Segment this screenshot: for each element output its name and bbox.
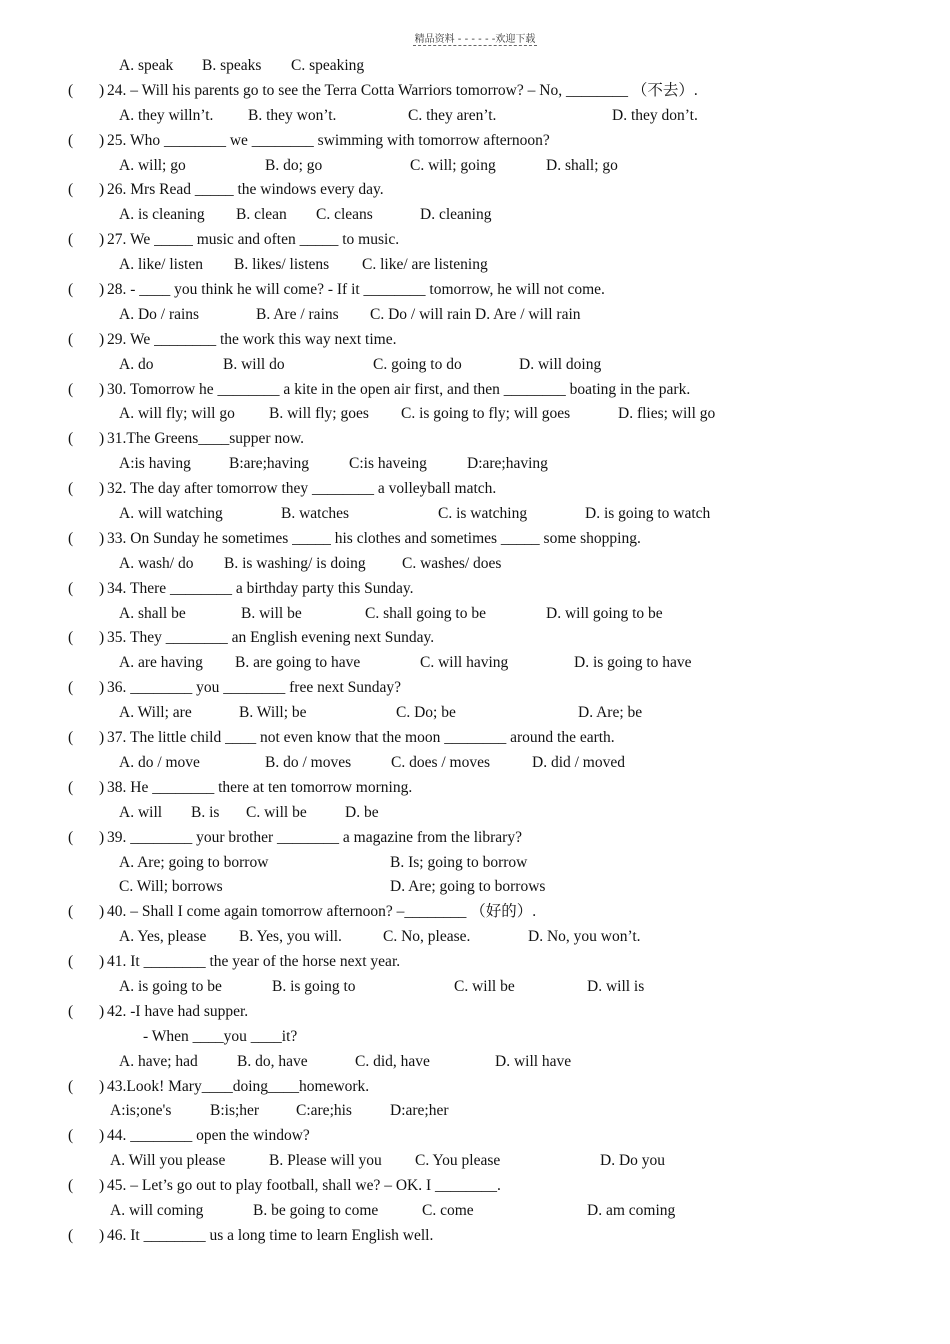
options-line	[0, 452, 950, 477]
question-text: 44. ________ open the window?	[107, 1127, 310, 1145]
answer-option: C. Do; be	[396, 704, 456, 722]
answer-option: C. is going to fly; will goes	[401, 405, 571, 423]
answer-blank-open[interactable]: (	[68, 231, 74, 249]
question-text: 26. Mrs Read _____ the windows every day.	[107, 181, 384, 199]
answer-option: B. Will; be	[239, 704, 307, 722]
answer-option: A. like/ listen	[119, 256, 203, 274]
answer-option: B. are going to have	[235, 654, 361, 672]
options-line	[0, 801, 950, 826]
question-text: 37. The little child ____ not even know that the moon ________ around the earth.	[107, 729, 615, 747]
answer-option: - When ____you ____it?	[143, 1027, 298, 1045]
answer-option: A. will	[119, 803, 163, 821]
question-text: 28. - ____ you think he will come? - If it ________ tomorrow, he will not come.	[107, 281, 605, 299]
answer-blank-close: )	[99, 529, 105, 547]
options-line	[0, 975, 950, 1000]
options-line	[0, 651, 950, 676]
answer-blank-open[interactable]: (	[68, 1226, 74, 1244]
options-line	[0, 875, 950, 900]
question-line	[0, 826, 950, 851]
answer-blank-open[interactable]: (	[68, 131, 74, 149]
answer-option: C. Will; borrows	[119, 878, 223, 896]
answer-option: C. like/ are listening	[362, 256, 488, 274]
answer-option: B. Are / rains	[256, 305, 339, 323]
answer-option: C. they aren’t.	[408, 106, 497, 124]
answer-blank-open[interactable]: (	[68, 529, 74, 547]
answer-blank-close: )	[99, 828, 105, 846]
answer-option: B. do; go	[265, 156, 323, 174]
answer-option: A. Will; are	[119, 704, 192, 722]
answer-option: C. will be	[454, 977, 515, 995]
answer-option: B. speaks	[202, 57, 262, 74]
answer-option: A. wash/ do	[119, 554, 194, 572]
answer-option: D. shall; go	[546, 156, 618, 174]
answer-option: B. do / moves	[265, 753, 352, 771]
answer-blank-open[interactable]: (	[68, 953, 74, 971]
answer-option: A. are having	[119, 654, 203, 672]
answer-blank-open[interactable]: (	[68, 380, 74, 398]
question-line	[0, 900, 950, 925]
question-line	[0, 427, 950, 452]
answer-option: A. Will you please	[110, 1152, 226, 1170]
question-text: 36. ________ you ________ free next Sunday?	[107, 679, 402, 697]
answer-blank-open[interactable]: (	[68, 679, 74, 697]
answer-blank-close: )	[99, 131, 105, 149]
answer-option: B. is going to	[272, 977, 356, 995]
question-text: 33. On Sunday he sometimes _____ his clothes and sometimes _____ some shopping.	[107, 529, 641, 547]
options-line	[0, 1199, 950, 1224]
answer-option: C. will; going	[410, 156, 496, 174]
answer-option: B:is;her	[210, 1102, 260, 1120]
answer-blank-open[interactable]: (	[68, 778, 74, 796]
options-line	[0, 353, 950, 378]
answer-option: D. is going to watch	[585, 505, 711, 523]
answer-option: D:are;having	[467, 455, 548, 473]
options-line	[0, 1025, 950, 1050]
question-line	[0, 228, 950, 253]
answer-blank-open[interactable]: (	[68, 330, 74, 348]
question-text: 24. – Will his parents go to see the Terra Cotta Warriors tomorrow? – No, ________ （不去）.	[107, 81, 698, 99]
answer-blank-open[interactable]: (	[68, 903, 74, 921]
answer-option: B. be going to come	[253, 1201, 379, 1219]
question-line	[0, 477, 950, 502]
answer-option: A. have; had	[119, 1052, 198, 1070]
question-line	[0, 1124, 950, 1149]
answer-blank-close: )	[99, 231, 105, 249]
answer-option: C:is haveing	[349, 455, 427, 473]
options-line	[0, 1050, 950, 1075]
answer-option: C. will having	[420, 654, 509, 672]
answer-option: B. Is; going to borrow	[390, 853, 528, 871]
question-line	[0, 527, 950, 552]
answer-option: B. they won’t.	[248, 106, 337, 124]
answer-option: A:is;one's	[110, 1102, 172, 1120]
question-text: 46. It ________ us a long time to learn English well.	[107, 1226, 434, 1244]
question-line	[0, 950, 950, 975]
answer-option: B. will do	[223, 355, 285, 373]
question-text: 40. – Shall I come again tomorrow afternoon? –________ （好的）.	[107, 903, 537, 921]
answer-option: C:are;his	[296, 1102, 352, 1120]
answer-option: C. did, have	[355, 1052, 430, 1070]
answer-blank-close: )	[99, 281, 105, 299]
answer-option: C. is watching	[438, 505, 528, 523]
answer-option: D. Do you	[600, 1152, 666, 1170]
answer-option: A. do	[119, 355, 154, 373]
answer-blank-close: )	[99, 1177, 105, 1195]
options-line	[0, 701, 950, 726]
answer-option: B. is washing/ is doing	[224, 554, 366, 572]
question-line	[0, 1224, 950, 1249]
answer-option: B. likes/ listens	[234, 256, 330, 274]
answer-option: B. will be	[241, 604, 302, 622]
answer-blank-close: )	[99, 729, 105, 747]
answer-blank-open[interactable]: (	[68, 1177, 74, 1195]
answer-blank-open[interactable]: (	[68, 1077, 74, 1095]
options-line	[0, 54, 950, 79]
options-line	[0, 552, 950, 577]
answer-option: D. will is	[587, 977, 645, 995]
answer-option: B. Yes, you will.	[239, 928, 342, 946]
answer-option: A. Are; going to borrow	[119, 853, 269, 871]
question-text: 29. We ________ the work this way next time.	[107, 330, 397, 348]
answer-blank-close: )	[99, 1002, 105, 1020]
question-text: 32. The day after tomorrow they ________ a volleyball match.	[107, 480, 497, 498]
question-line	[0, 79, 950, 104]
question-line	[0, 129, 950, 154]
answer-option: A. Yes, please	[119, 928, 207, 946]
options-line	[0, 1099, 950, 1124]
answer-option: D:are;her	[390, 1102, 449, 1120]
answer-blank-open[interactable]: (	[68, 729, 74, 747]
question-text: 27. We _____ music and often _____ to music.	[107, 231, 400, 249]
answer-blank-close: )	[99, 579, 105, 597]
question-line	[0, 626, 950, 651]
options-line	[0, 602, 950, 627]
question-text: 39. ________ your brother ________ a magazine from the library?	[107, 828, 522, 846]
options-line	[0, 502, 950, 527]
options-line	[0, 1149, 950, 1174]
answer-option: D. cleaning	[420, 206, 492, 224]
answer-option: D. flies; will go	[618, 405, 716, 423]
answer-option: D. did / moved	[532, 753, 625, 771]
answer-blank-close: )	[99, 903, 105, 921]
answer-option: D. will going to be	[546, 604, 663, 622]
answer-option: A. they willn’t.	[119, 106, 214, 124]
answer-option: A. shall be	[119, 604, 186, 622]
header-text: 精品资料 - - - - - -欢迎下载	[413, 30, 538, 46]
answer-option: C. come	[422, 1201, 474, 1219]
answer-blank-close: )	[99, 430, 105, 448]
answer-blank-close: )	[99, 480, 105, 498]
answer-blank-close: )	[99, 1077, 105, 1095]
options-line	[0, 253, 950, 278]
answer-blank-open[interactable]: (	[68, 828, 74, 846]
answer-option: D. am coming	[587, 1201, 676, 1219]
answer-blank-open[interactable]: (	[68, 1002, 74, 1020]
answer-blank-open[interactable]: (	[68, 81, 74, 99]
question-line	[0, 378, 950, 403]
answer-option: B. do, have	[237, 1052, 308, 1070]
options-line	[0, 104, 950, 129]
answer-blank-close: )	[99, 1127, 105, 1145]
answer-blank-open[interactable]: (	[68, 430, 74, 448]
answer-option: B. Please will you	[269, 1152, 382, 1170]
question-line	[0, 776, 950, 801]
question-text: 41. It ________ the year of the horse next year.	[107, 953, 401, 971]
answer-option: B. watches	[281, 505, 350, 523]
answer-option: C. will be	[246, 803, 307, 821]
answer-option: B:are;having	[229, 455, 310, 473]
question-text: 31.The Greens____supper now.	[107, 430, 305, 448]
answer-option: D. Are; going to borrows	[390, 878, 546, 896]
answer-option: A. Do / rains	[119, 305, 200, 323]
answer-option: B. will fly; goes	[269, 405, 369, 423]
options-line	[0, 851, 950, 876]
answer-option: D. is going to have	[574, 654, 692, 672]
answer-option: A. will watching	[119, 505, 223, 523]
question-text: 43.Look! Mary____doing____homework.	[107, 1077, 370, 1095]
answer-blank-close: )	[99, 1226, 105, 1244]
options-line	[0, 402, 950, 427]
answer-option: B. is	[191, 803, 220, 821]
answer-blank-open[interactable]: (	[68, 281, 74, 299]
answer-option: A. do / move	[119, 753, 200, 771]
question-line	[0, 577, 950, 602]
question-text: 38. He ________ there at ten tomorrow morning.	[107, 778, 413, 796]
question-text: 42. -I have had supper.	[107, 1002, 249, 1020]
answer-option: A. will; go	[119, 156, 186, 174]
answer-blank-close: )	[99, 330, 105, 348]
answer-option: C. shall going to be	[365, 604, 486, 622]
exercise-sheet	[0, 54, 950, 1249]
question-line	[0, 178, 950, 203]
answer-option: D. they don’t.	[612, 106, 698, 124]
answer-option: C. You please	[415, 1152, 501, 1170]
answer-option: A. will coming	[110, 1201, 204, 1219]
answer-option: C. going to do	[373, 355, 462, 373]
options-line	[0, 154, 950, 179]
answer-option: D. be	[345, 803, 379, 821]
question-line	[0, 278, 950, 303]
answer-blank-open[interactable]: (	[68, 1127, 74, 1145]
answer-blank-close: )	[99, 629, 105, 647]
answer-option: D. Are; be	[578, 704, 643, 722]
answer-blank-close: )	[99, 181, 105, 199]
answer-option: C. washes/ does	[402, 554, 502, 572]
answer-blank-close: )	[99, 81, 105, 99]
answer-option: A. is going to be	[119, 977, 222, 995]
options-line	[0, 925, 950, 950]
answer-blank-close: )	[99, 679, 105, 697]
answer-option: D. No, you won’t.	[528, 928, 641, 946]
question-text: 25. Who ________ we ________ swimming with tomorrow afternoon?	[107, 131, 550, 149]
options-line	[0, 203, 950, 228]
question-text: 34. There ________ a birthday party this Sunday.	[107, 579, 414, 597]
answer-option: C. does / moves	[391, 753, 491, 771]
question-text: 35. They ________ an English evening next Sunday.	[107, 629, 435, 647]
answer-option: C. No, please.	[383, 928, 471, 946]
answer-blank-close: )	[99, 953, 105, 971]
page-header	[0, 30, 950, 46]
answer-blank-open[interactable]: (	[68, 480, 74, 498]
answer-option: A. will fly; will go	[119, 405, 235, 423]
answer-option: A:is having	[119, 455, 191, 473]
answer-blank-open[interactable]: (	[68, 629, 74, 647]
question-line	[0, 1000, 950, 1025]
answer-blank-close: )	[99, 380, 105, 398]
answer-option: A. speak	[119, 57, 174, 74]
question-line	[0, 726, 950, 751]
question-line	[0, 328, 950, 353]
question-line	[0, 1174, 950, 1199]
answer-blank-close: )	[99, 778, 105, 796]
answer-option: C. Do / will rain D. Are / will rain	[370, 305, 581, 323]
answer-option: D. will have	[495, 1052, 572, 1070]
question-text: 45. – Let’s go out to play football, shall we? – OK. I ________.	[107, 1177, 501, 1195]
answer-option: B. clean	[236, 206, 287, 224]
question-line	[0, 676, 950, 701]
answer-blank-open[interactable]: (	[68, 579, 74, 597]
answer-blank-open[interactable]: (	[68, 181, 74, 199]
question-line	[0, 1075, 950, 1100]
options-line	[0, 303, 950, 328]
answer-option: C. speaking	[291, 57, 365, 74]
answer-option: D. will doing	[519, 355, 602, 373]
answer-option: C. cleans	[316, 206, 373, 224]
options-line	[0, 751, 950, 776]
answer-option: A. is cleaning	[119, 206, 205, 224]
question-text: 30. Tomorrow he ________ a kite in the open air first, and then ________ boating in the park.	[107, 380, 691, 398]
